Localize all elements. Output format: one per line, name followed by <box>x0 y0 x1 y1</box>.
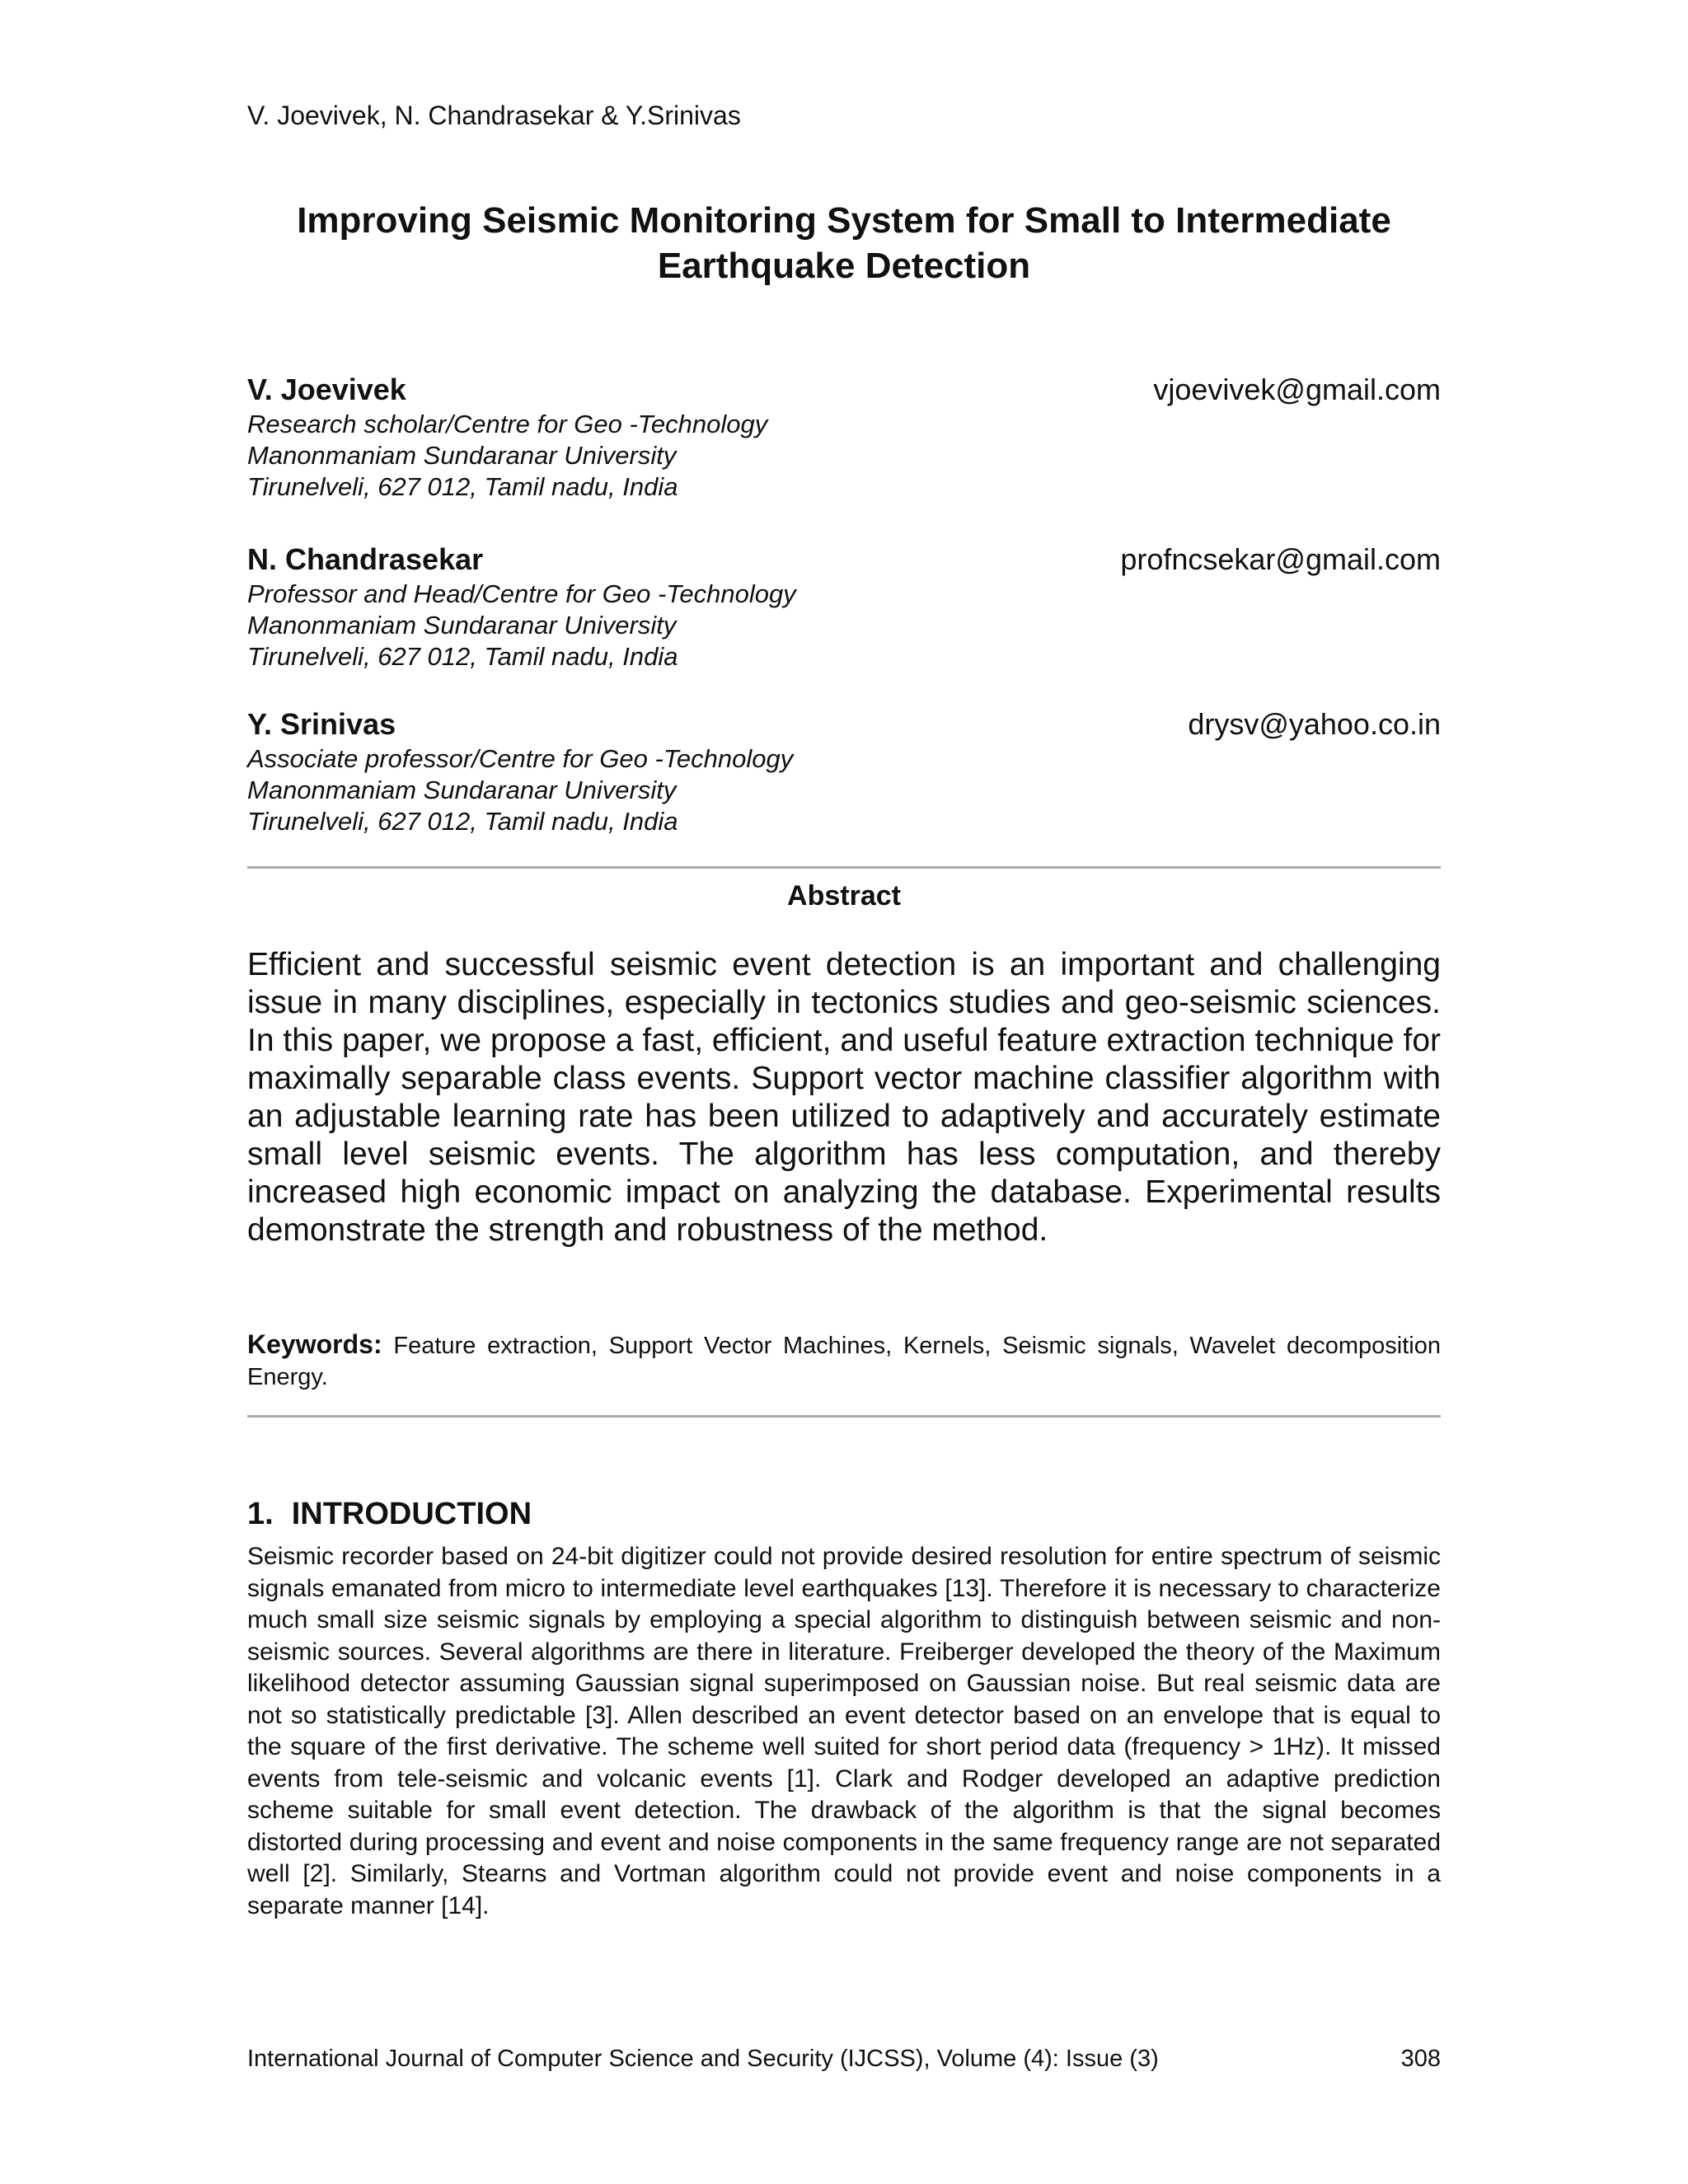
section-title: INTRODUCTION <box>291 1497 532 1531</box>
author-affiliation-line: Tirunelveli, 627 012, Tamil nadu, India <box>247 472 678 501</box>
keywords <box>247 1329 1441 1393</box>
author-name: V. Joevivek <box>247 373 406 406</box>
author-affiliation-line: Tirunelveli, 627 012, Tamil nadu, India <box>247 642 678 671</box>
section-number: 1. <box>247 1497 274 1531</box>
journal-citation: International Journal of Computer Science and Security (IJCSS), Volume (4): Issue (3) <box>247 2046 1159 2072</box>
author-email: drysv@yahoo.co.in <box>1188 707 1441 741</box>
author-affiliation-line: Tirunelveli, 627 012, Tamil nadu, India <box>247 807 678 836</box>
author-affiliation-line: Research scholar/Centre for Geo -Technology <box>247 410 768 438</box>
introduction-body: Seismic recorder based on 24-bit digitizer could not provide desired resolution for entire spectrum of seismic signals emanated from micro to intermediate level earthquakes [13]. Therefore it is necessary to characterize much small size seismic signals by employing a special algorithm to distinguish between seismic and non-seismic sources. Several algorithms are there in literature. Freiberger developed the theory of the Maximum likelihood detector assuming Gaussian signal superimposed on Gaussian noise. But real seismic data are not so statistically predictable [3]. Allen described an event detector based on an envelope that is equal to the square of the first derivative. The scheme well suited for short period data (frequency > 1Hz). It missed events from tele-seismic and volcanic events [1]. Clark and Rodger developed an adaptive prediction scheme suitable for small event detection. The drawback of the algorithm is that the signal becomes distorted during processing and event and noise components in the same frequency range are not separated well [2]. Similarly, Stearns and Vortman algorithm could not provide event and noise components in a separate manner [14]. <box>247 1543 1441 1919</box>
section-heading <box>247 1497 532 1532</box>
paper-title: Improving Seismic Monitoring System for Small to Intermediate Earthquake Detection <box>297 200 1391 286</box>
author-email: vjoevivek@gmail.com <box>1153 373 1441 406</box>
author-block-3 <box>247 705 1441 837</box>
keywords-label: Keywords: <box>247 1329 382 1359</box>
author-name: Y. Srinivas <box>247 707 396 741</box>
page-number: 308 <box>1400 2046 1441 2072</box>
keywords-text: Feature extraction, Support Vector Machines, Kernels, Seismic signals, Wavelet decomposition Energy. <box>247 1333 1441 1390</box>
author-affiliation-line: Manonmaniam Sundaranar University <box>247 776 677 804</box>
author-affiliation-line: Manonmaniam Sundaranar University <box>247 611 677 640</box>
abstract-top-rule <box>247 866 1441 869</box>
author-block-1 <box>247 371 1441 503</box>
abstract-body: Efficient and successful seismic event detection is an important and challenging issue in many disciplines, especially in tectonics studies and geo-seismic sciences. In this paper, we propose a fast, efficient, and useful feature extraction technique for maximally separable class events. Support vector machine classifier algorithm with an adjustable learning rate has been utilized to adaptively and accurately estimate small level seismic events. The algorithm has less computation, and thereby increased high economic impact on analyzing the database. Experimental results demonstrate the strength and robustness of the method. <box>247 947 1441 1248</box>
author-block-2 <box>247 541 1441 673</box>
abstract-heading: Abstract <box>787 880 901 912</box>
abstract-bottom-rule <box>247 1415 1441 1418</box>
author-affiliation-line: Associate professor/Centre for Geo -Technology <box>247 744 794 773</box>
author-email: profncsekar@gmail.com <box>1120 542 1441 576</box>
author-affiliation-line: Professor and Head/Centre for Geo -Technology <box>247 579 796 608</box>
running-head: V. Joevivek, N. Chandrasekar & Y.Srinivas <box>247 101 741 130</box>
author-affiliation-line: Manonmaniam Sundaranar University <box>247 441 677 470</box>
page-footer <box>247 2046 1441 2073</box>
author-name: N. Chandrasekar <box>247 542 484 576</box>
